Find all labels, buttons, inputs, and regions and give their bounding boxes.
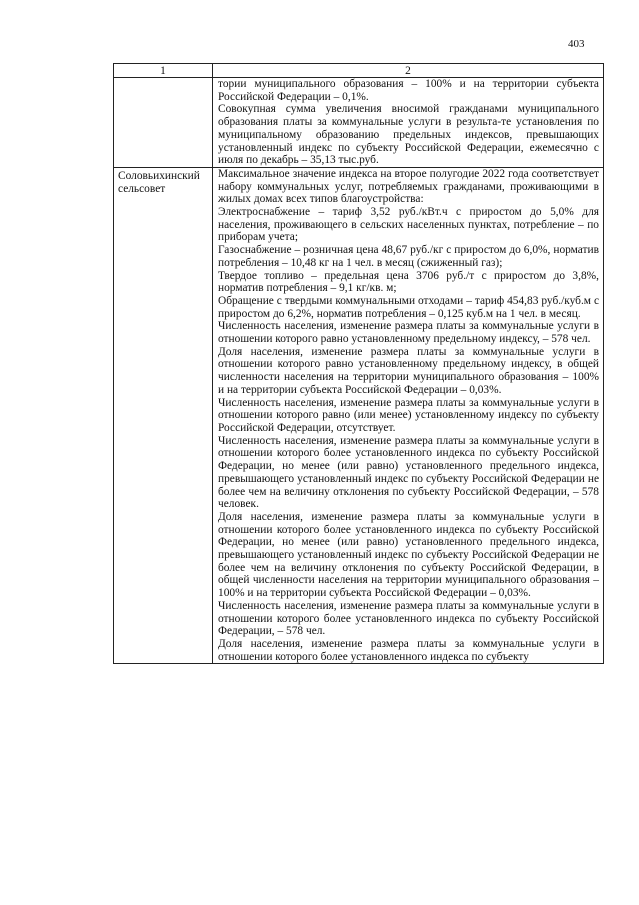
paragraph: Электроснабжение – тариф 3,52 руб./кВт.ч с приростом до 5,0% для населения, проживающего в сельских населенных пунктах, потребление – по приборам учета; <box>218 206 599 244</box>
municipality-cell <box>114 78 213 168</box>
paragraph: Доля населения, изменение размера платы за коммунальные услуги в отношении которого более установленного индекса по субъекту Российской Федерации, но менее (или равно) установленного предельного индекса, превышающего установленный индекс по субъекту Российской Федерации не более чем на величину отклонения по субъекту Российской Федерации, в общей численности населения на территории муниципального образования – 100% и на территории субъекта Российской Федерации – 0,03%. <box>218 510 599 600</box>
paragraph: Численность населения, изменение размера платы за коммунальные услуги в отношении которого более установленного индекса по субъекту Российской Федерации, но менее (или равно) установленного предельного индекса, превышающего установленный индекс по субъекту Российской Федерации не более чем на величину отклонения по субъекту Российской Федерации, – 578 человек. <box>218 434 599 511</box>
table-row <box>114 167 604 663</box>
paragraph: Максимальное значение индекса на второе полугодие 2022 года соответствует набору коммунальных услуг, потребляемых гражданами, проживающими в жилых домах всех типов благоустройства: <box>218 167 599 206</box>
paragraph: Твердое топливо – предельная цена 3706 руб./т с приростом до 3,8%, норматив потребления – 9,1 кг/кв. м; <box>218 269 599 295</box>
column-header-1: 1 <box>114 64 213 78</box>
paragraph: Численность населения, изменение размера платы за коммунальные услуги в отношении которого более установленного индекса по субъекту Российской Федерации, – 578 чел. <box>218 599 599 638</box>
table-row <box>114 78 604 168</box>
column-header-2: 2 <box>213 64 604 78</box>
table-header-row <box>114 64 604 78</box>
paragraph: Доля населения, изменение размера платы за коммунальные услуги в отношении которого более установленного индекса по субъекту <box>218 637 599 663</box>
paragraph: тории муниципального образования – 100% и на территории субъекта Российской Федерации – 0,1%. <box>218 78 599 103</box>
content-table <box>113 63 604 664</box>
paragraph: Газоснабжение – розничная цена 48,67 руб./кг с приростом до 6,0%, норматив потребления – 10,48 кг на 1 чел. в месяц (сжиженный газ); <box>218 244 599 269</box>
paragraph: Обращение с твердыми коммунальными отходами – тариф 454,83 руб./куб.м с приростом до 6,2%, норматив потребления – 0,125 куб.м на 1 чел. в месяц. <box>218 294 599 320</box>
description-cell <box>213 78 604 168</box>
page-number: 403 <box>568 38 585 50</box>
description-cell <box>213 167 604 663</box>
paragraph: Доля населения, изменение размера платы за коммунальные услуги в отношении которого равно установленному предельному индексу, в общей численности населения на территории муниципального образования – 100% и на территории субъекта Российской Федерации – 0,03%. <box>218 345 599 396</box>
paragraph: Численность населения, изменение размера платы за коммунальные услуги в отношении которого равно установленному предельному индексу, – 578 чел. <box>218 320 599 346</box>
paragraph: Совокупная сумма увеличения вносимой гражданами муниципального образования платы за коммунальные услуги в результа-те установления по муниципальному образованию предельных индексов, превышающих установленный индекс по субъекту Российской Федерации, ежемесячно с июля по декабрь – 35,13 тыс.руб. <box>218 103 599 167</box>
municipality-cell: Соловьихинский сельсовет <box>114 167 213 663</box>
paragraph: Численность населения, изменение размера платы за коммунальные услуги в отношении которого равно (или менее) установленному индексу по субъекту Российской Федерации, отсутствует. <box>218 396 599 434</box>
